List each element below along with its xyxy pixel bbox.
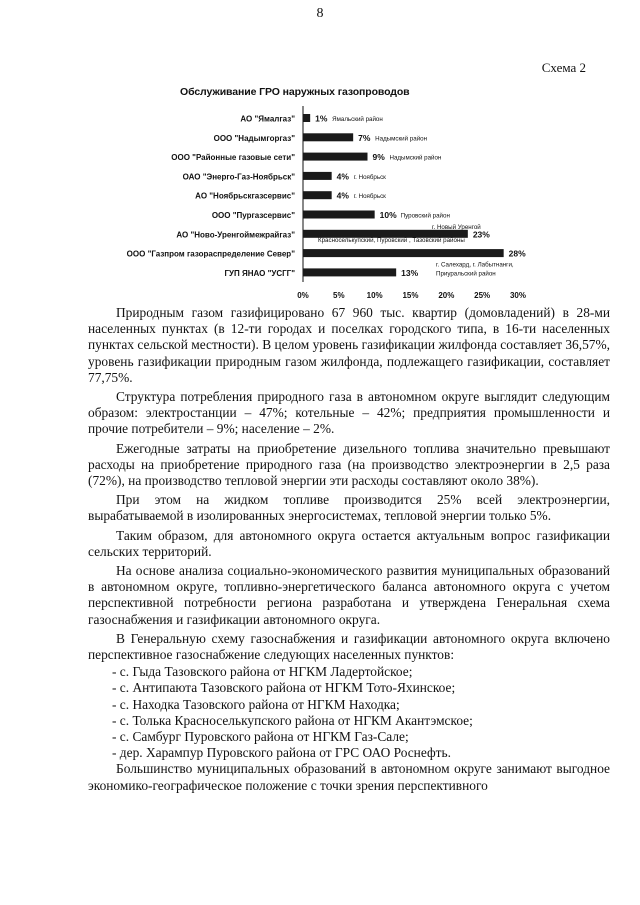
category-label: АО "Ямалгаз" (240, 114, 295, 124)
x-tick-label: 5% (333, 291, 345, 300)
value-label: 4% (336, 190, 349, 201)
value-label: 23% (472, 229, 490, 240)
bar (303, 191, 332, 199)
list-item: - с. Самбург Пуровского района от НГКМ Газ-Сале; (112, 729, 409, 745)
bar-annotation: Ямальский район (332, 116, 383, 123)
bar (303, 249, 504, 257)
scheme-label: Схема 2 (541, 60, 586, 75)
x-tick-label: 0% (297, 291, 309, 300)
paragraph: Природным газом газифицировано 67 960 тыс. квартир (домовладений) в 28-ми населенных пунктах (в 12-ти городах и поселках городского типа, в 16-ти населенных пунктах сельской местности). В целом уровень газификации жилфонда составляет 36,57%, уровень газификации природным газом жилфонда, подлежащего газификации, составляет 77,75%. (88, 305, 610, 385)
category-label: ООО "Пургазсервис" (211, 211, 295, 220)
bar-annotation: Надымский район (389, 154, 442, 162)
paragraph: При этом на жидком топливе производится 25% всей электроэнергии, вырабатываемой в изолированных энергосистемах, тепловой энергии только 5%. (88, 492, 610, 524)
category-label: ГУП ЯНАО "УСГГ" (224, 268, 295, 278)
bar-annotation: г. Салехард, г. Лабытнанги, (436, 261, 514, 269)
x-tick-label: 25% (474, 291, 491, 300)
paragraph: Таким образом, для автономного округа остается актуальным вопрос газификации сельских территорий. (88, 527, 610, 559)
paragraph: На основе анализа социально-экономического развития муниципальных образований в автономном округе, топливно-энергетического баланса автономного округа с учетом перспективной потребности региона разработана и утверждена Генеральная схема газоснабжения и газификации автономного округа. (88, 563, 610, 627)
category-label: ООО "Надымгоргаз" (213, 133, 295, 143)
list-item: - дер. Харампур Пуровского района от ГРС ОАО Роснефть. (112, 745, 451, 761)
bar-annotation: Красноселькупский, Пуровский , Тазовский районы (318, 236, 465, 244)
settlement-list (88, 664, 610, 761)
category-label: ОАО "Энерго-Газ-Ноябрьск" (182, 172, 295, 182)
bar-annotation: г. Новый Уренгой (432, 223, 481, 231)
x-tick-label: 20% (438, 291, 455, 300)
bar-annotation: г. Ноябрьск (353, 173, 386, 181)
x-tick-label: 30% (509, 291, 527, 300)
list-item: - с. Гыда Тазовского района от НГКМ Ладертойское; (112, 664, 413, 680)
value-label: 1% (315, 113, 328, 124)
list-item: - с. Антипаюта Тазовского района от НГКМ Тото-Яхинское; (112, 680, 456, 696)
category-label: ООО "Газпром газораспределение Север" (126, 249, 295, 259)
paragraph: В Генеральную схему газоснабжения и газификации автономного округа включено перспективное газоснабжение следующих населенных пунктов: (88, 630, 610, 663)
list-item: - с. Находка Тазовского района от НГКМ Находка; (112, 696, 400, 712)
bar-annotation: Приуральский район (436, 270, 496, 278)
x-tick-label: 10% (366, 291, 383, 300)
chart-title: Обслуживание ГРО наружных газопроводов (180, 86, 410, 98)
bar (303, 153, 368, 161)
value-label: 28% (508, 248, 526, 259)
bar-annotation: Пуровский район (400, 212, 450, 220)
bar-chart (0, 100, 640, 305)
paragraph: Большинство муниципальных образований в автономном округе занимают выгодное экономико-географическое положение с точки зрения перспективного (88, 761, 610, 793)
bar (303, 268, 396, 276)
value-label: 4% (336, 171, 349, 182)
category-label: АО "Ново-Уренгоймежрайгаз" (176, 230, 295, 240)
list-item: - с. Толька Красноселькупского района от НГКМ Акантэмское; (112, 712, 473, 728)
bar (303, 172, 332, 180)
value-label: 7% (358, 132, 371, 143)
value-label: 13% (401, 267, 419, 278)
category-label: ООО "Районные газовые сети" (171, 153, 295, 163)
bar (303, 211, 375, 219)
value-label: 9% (372, 152, 385, 163)
bar (303, 133, 353, 141)
bar-annotation: г. Ноябрьск (353, 193, 386, 201)
category-label: АО "Ноябрьскгазсервис" (195, 191, 295, 201)
document-body (88, 305, 610, 797)
paragraph: Структура потребления природного газа в автономном округе выглядит следующим образом: электростанции – 47%; котельные – 42%; предприятия промышленности и прочие потребители – 9%; население – 2%. (88, 389, 610, 437)
paragraph: Ежегодные затраты на приобретение дизельного топлива значительно превышают расходы на приобретение природного газа (на производство электроэнергии в 2,5 раза (72%), на производство тепловой энергии эти расходы составляют около 38%). (88, 440, 610, 489)
value-label: 10% (379, 210, 397, 220)
bar (303, 114, 310, 122)
page-number: 8 (316, 6, 324, 21)
x-tick-label: 15% (402, 291, 419, 300)
bar-annotation: Надымский район (375, 135, 428, 143)
